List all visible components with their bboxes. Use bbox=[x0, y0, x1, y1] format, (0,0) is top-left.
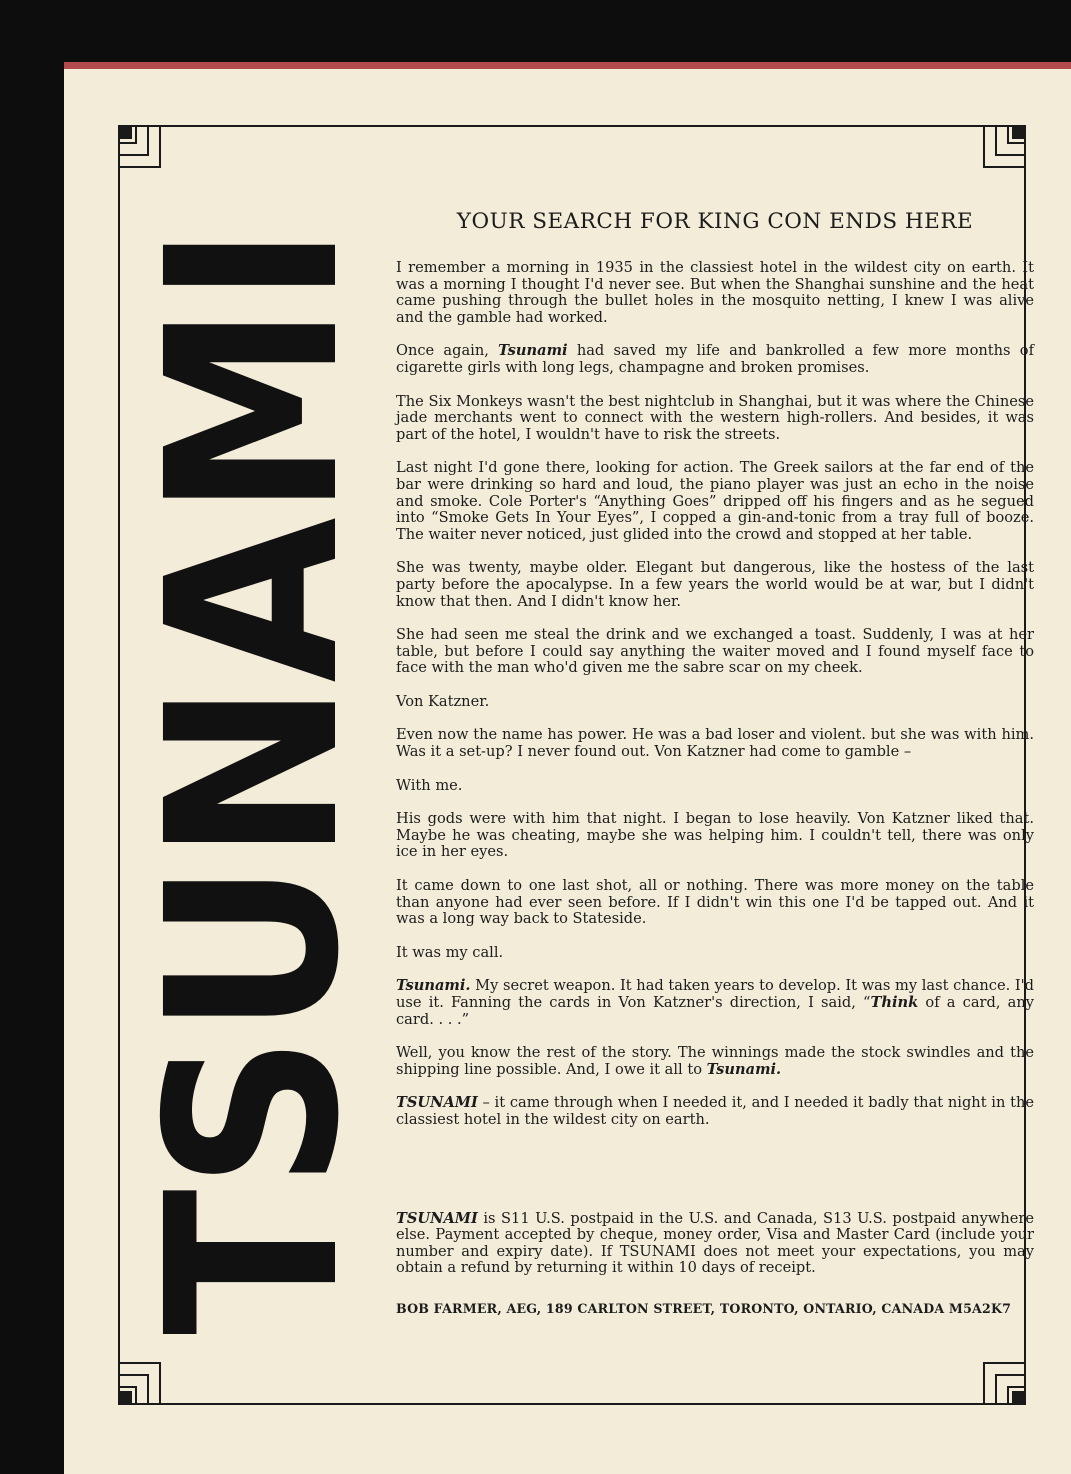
emphasis-text: Tsunami. bbox=[396, 977, 471, 995]
story-paragraph bbox=[396, 627, 1034, 677]
offer-paragraph bbox=[396, 1211, 1034, 1277]
story-paragraph bbox=[396, 260, 1034, 326]
paragraph-text: It came down to one last shot, all or nothing. There was more money on the table than anyone had ever seen before. If I didn't win this one I'd be tapped out. And it was a long way back to Stateside. bbox=[396, 877, 1034, 928]
story-paragraph bbox=[396, 878, 1034, 928]
paragraph-text: had saved my life and bankrolled a few more months of cigarette girls with long legs, champagne and broken promises. bbox=[396, 342, 1034, 376]
mailing-address: BOB FARMER, AEG, 189 CARLTON STREET, TORONTO, ONTARIO, CANADA M5A2K7 bbox=[396, 1300, 1012, 1316]
paragraph-text: The Six Monkeys wasn't the best nightclub in Shanghai, but it was where the Chinese jade merchants went to connect with the western high-rollers. And besides, it was part of the hotel, I wouldn't have to risk the streets. bbox=[396, 392, 1034, 443]
story-paragraph bbox=[396, 694, 1034, 711]
story-paragraph bbox=[396, 1045, 1034, 1078]
ad-copy bbox=[396, 209, 1034, 1316]
emphasis-text: Tsunami. bbox=[706, 1060, 782, 1078]
tsunami-vertical-logo bbox=[116, 109, 391, 1342]
paragraph-text: With me. bbox=[396, 776, 463, 794]
paragraph-text: Even now the name has power. He was a bad loser and violent. but she was with him. Was it a set-up? I never found out. Von Katzner had come to gamble – bbox=[396, 726, 1034, 761]
story-paragraph bbox=[396, 978, 1034, 1028]
paragraph-text: Well, you know the rest of the story. The winnings made the stock swindles and the shipping line possible. And, I owe it all to bbox=[396, 1044, 1034, 1078]
paragraph-text: My secret weapon. It had taken years to develop. It was my last chance. I'd use it. Fanning the cards in Von Katzner's direction, I said, “ bbox=[396, 977, 1034, 1011]
paragraph-text: of a card, any card. . . .” bbox=[396, 994, 1035, 1028]
paragraph-text: His gods were with him that night. I began to lose heavily. Von Katzner liked that. Maybe he was cheating, maybe she was helping him. I couldn't tell, there was only ice in her eyes. bbox=[396, 810, 1034, 861]
paragraph-text: She was twenty, maybe older. Elegant but dangerous, like the hostess of the last party before the apocalypse. In a few years the world would be at war, but I didn't know that then. And I didn't know her. bbox=[396, 559, 1034, 610]
story-paragraph bbox=[396, 394, 1034, 444]
paragraph-text: It was my call. bbox=[396, 943, 504, 961]
frame-corner-ornament bbox=[118, 125, 174, 181]
story-paragraph bbox=[396, 811, 1034, 861]
logo-wordmark: TSUNAMI bbox=[116, 109, 391, 1335]
story-paragraph bbox=[396, 778, 1034, 795]
paragraph-text: I remember a morning in 1935 in the classiest hotel in the wildest city on earth. It was a morning I thought I'd never see. But when the Shanghai sunshine and the heat came pushing through the bullet holes in the mosquito netting, I knew I was alive and the gamble had worked. bbox=[396, 259, 1034, 326]
story-body bbox=[396, 260, 1034, 1129]
paragraph-text: She had seen me steal the drink and we exchanged a toast. Suddenly, I was at her table, but before I could say anything the waiter moved and I found myself face to face with the man who'd given me the sabre scar on my cheek. bbox=[396, 626, 1034, 677]
paragraph-text: Last night I'd gone there, looking for action. The Greek sailors at the far end of the bar were drinking so hard and loud, the piano player was just an echo in the noise and smoke. Cole Porter's “Anything Goes” dripped off his fingers and as he segued into “Smoke Gets In Your Eyes”, I copped a gin-and-tonic from a tray full of booze. The waiter never noticed, just glided into the crowd and stopped at her table. bbox=[396, 459, 1034, 543]
story-paragraph bbox=[396, 343, 1034, 376]
art-deco-frame bbox=[116, 109, 1035, 1405]
frame-corner-ornament bbox=[970, 1349, 1026, 1405]
story-paragraph bbox=[396, 460, 1034, 543]
offer-text: is S11 U.S. postpaid in the U.S. and Canada, S13 U.S. postpaid anywhere else. Payment accepted by cheque, money order, Visa and Master Card (include your number and expiry date). If TSUNAMI does not meet your expectations, you may obtain a refund by returning it within 10 days of receipt. bbox=[396, 1209, 1034, 1277]
story-paragraph bbox=[396, 727, 1034, 760]
magazine-page bbox=[64, 62, 1071, 1474]
paragraph-text: Once again, bbox=[396, 342, 499, 360]
story-paragraph bbox=[396, 560, 1034, 610]
frame-corner-ornament bbox=[118, 1349, 174, 1405]
story-paragraph bbox=[396, 1095, 1034, 1128]
emphasis-text: Tsunami bbox=[498, 342, 568, 360]
headline: YOUR SEARCH FOR KING CON ENDS HERE bbox=[456, 209, 974, 234]
paragraph-text: Von Katzner. bbox=[396, 692, 490, 710]
story-paragraph bbox=[396, 945, 1034, 962]
paragraph-text: – it came through when I needed it, and I needed it badly that night in the classiest hotel in the wildest city on earth. bbox=[396, 1094, 1034, 1128]
emphasis-text: Think bbox=[870, 994, 919, 1011]
frame-corner-ornament bbox=[970, 125, 1026, 181]
offer-product-name: TSUNAMI bbox=[396, 1209, 478, 1227]
emphasis-text: TSUNAMI bbox=[396, 1094, 478, 1112]
